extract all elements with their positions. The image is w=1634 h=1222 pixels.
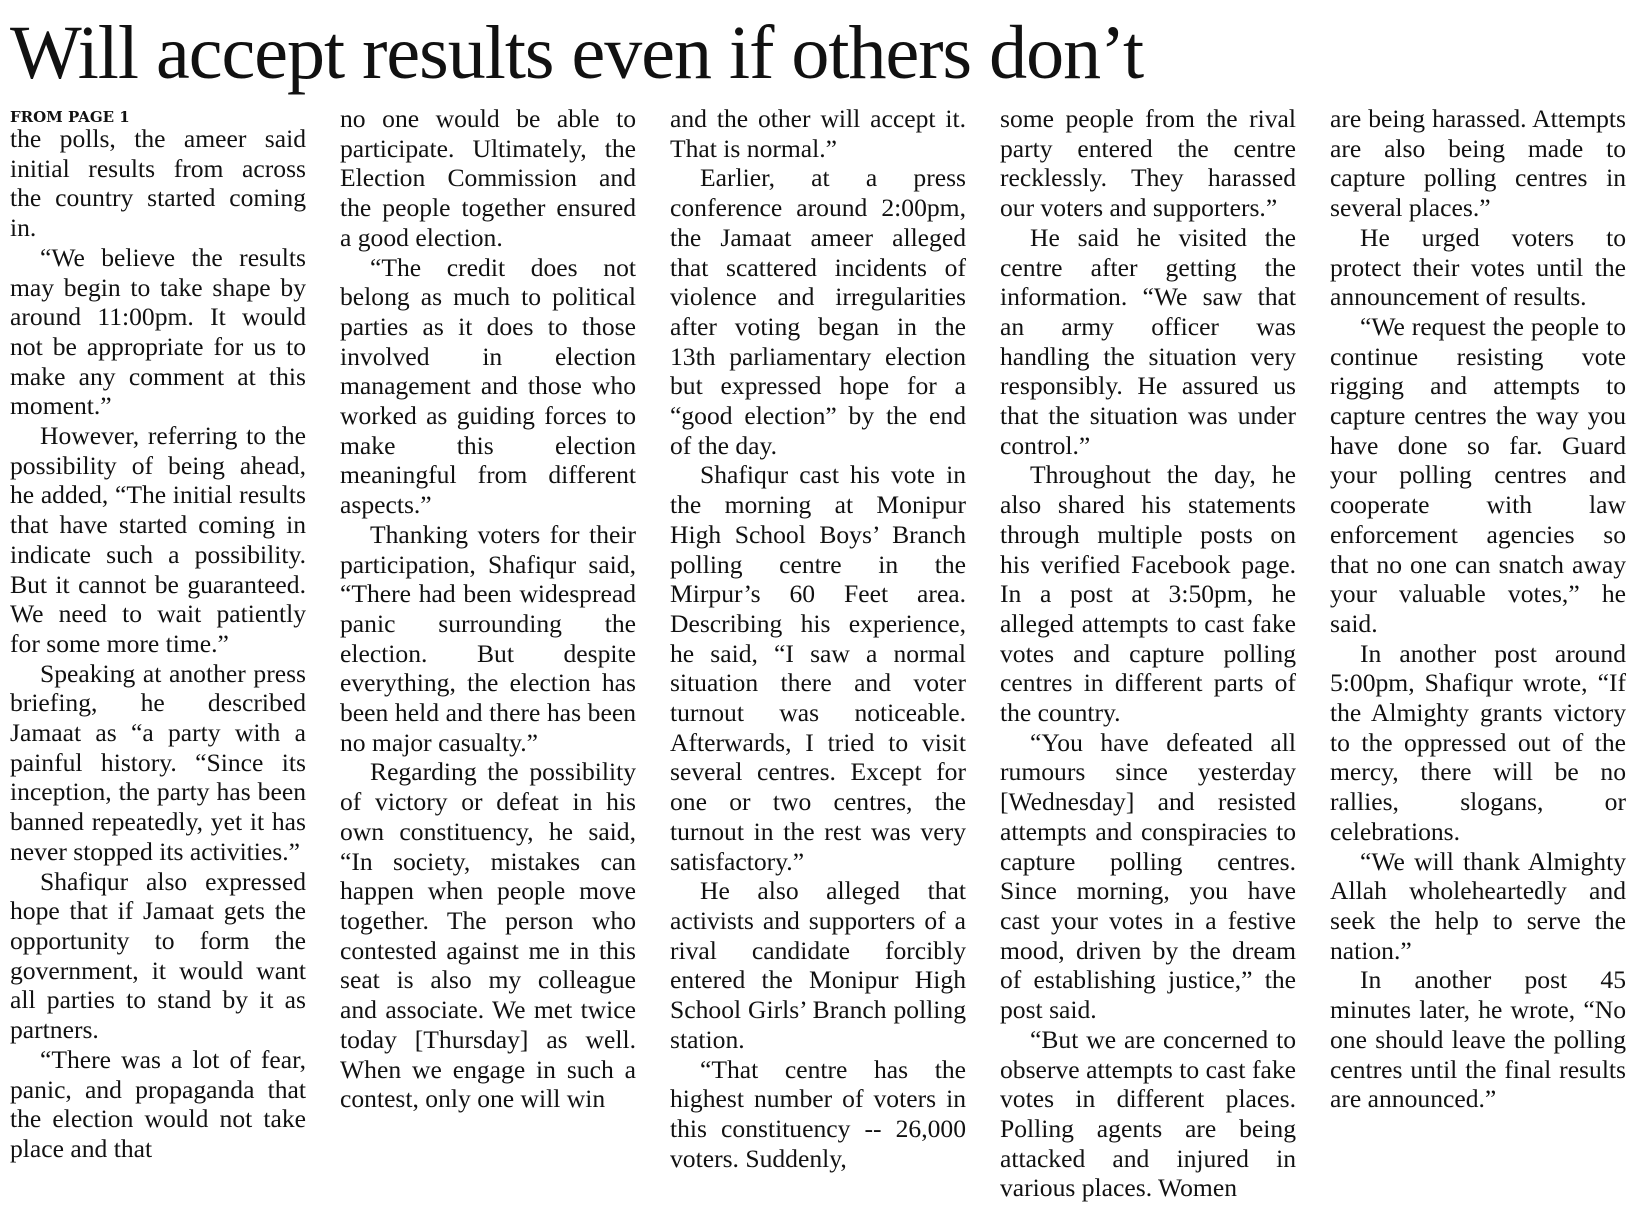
column-3 [670,104,966,1220]
column-5 [1330,104,1626,1220]
paragraph: Regarding the possibility of victory or defeat in his own constituency, he said, “In society, mistakes can happen when people move together. The person who contested against me in this seat is also my colleague and associate. We met twice today [Thursday] as well. When we engage in such a contest, only one will win [340,757,636,1114]
paragraph: are being harassed. Attempts are also being made to capture polling centres in several places.” [1330,104,1626,223]
paragraph: and the other will accept it. That is normal.” [670,104,966,163]
paragraph: Shafiqur cast his vote in the morning at Monipur High School Boys’ Branch polling centre in the Mirpur’s 60 Feet area. Describing his experience, he said, “I saw a normal situation there and voter turnout was noticeable. Afterwards, I tried to visit several centres. Except for one or two centres, the turnout in the rest was very satisfactory.” [670,460,966,876]
column-1 [10,104,306,1220]
paragraph: In another post 45 minutes later, he wrote, “No one should leave the polling centres until the final results are announced.” [1330,965,1626,1114]
paragraph: Shafiqur also expressed hope that if Jamaat gets the opportunity to form the government, it would want all parties to stand by it as partners. [10,866,306,1045]
paragraph: He also alleged that activists and supporters of a rival candidate forcibly entered the Monipur High School Girls’ Branch polling station. [670,876,966,1054]
paragraph: However, referring to the possibility of being ahead, he added, “The initial results that have started coming in indicate such a possibility. But it cannot be guaranteed. We need to wait patiently for some more time.” [10,421,306,658]
paragraph: He said he visited the centre after getting the information. “We saw that an army officer was handling the situation very responsibly. He assured us that the situation was under control.” [1000,222,1296,460]
paragraph: “That centre has the highest number of voters in this constituency -- 26,000 voters. Suddenly, [670,1054,966,1173]
paragraph: “You have defeated all rumours since yesterday [Wednesday] and resisted attempts and conspiracies to capture polling centres. Since morning, you have cast your votes in a festive mood, driven by the dream of establishing justice,” the post said. [1000,727,1296,1025]
paragraph: “We will thank Almighty Allah wholeheartedly and seek the help to serve the nation.” [1330,846,1626,965]
paragraph: the polls, the ameer said initial results from across the country started coming in. [10,124,306,243]
paragraph: Earlier, at a press conference around 2:00pm, the Jamaat ameer alleged that scattered incidents of violence and irregularities after voting began in the 13th parliamentary election but expressed hope for a “good election” by the end of the day. [670,163,966,460]
jump-kicker: FROM PAGE 1 [10,108,130,126]
headline: Will accept results even if others don’t [10,11,1144,95]
paragraph: Throughout the day, he also shared his statements through multiple posts on his verified Facebook page. In a post at 3:50pm, he alleged attempts to cast fake votes and capture polling centres in different parts of the country. [1000,460,1296,728]
column-4 [1000,104,1296,1220]
paragraph: Thanking voters for their participation, Shafiqur said, “There had been widespread panic surrounding the election. But despite everything, the election has been held and there has been no major casualty.” [340,519,636,757]
paragraph: He urged voters to protect their votes until the announcement of results. [1330,222,1626,312]
paragraph: some people from the rival party entered the centre recklessly. They harassed our voters and supporters.” [1000,104,1296,223]
paragraph: Speaking at another press briefing, he described Jamaat as “a party with a painful history. “Since its inception, the party has been banned repeatedly, yet it has never stopped its activities.” [10,658,306,866]
paragraph: “We request the people to continue resisting vote rigging and attempts to capture centres the way you have done so far. Guard your polling centres and cooperate with law enforcement agencies so that no one can snatch away your valuable votes,” he said. [1330,311,1626,638]
paragraph: “We believe the results may begin to take shape by around 11:00pm. It would not be appropriate for us to make any comment at this moment.” [10,242,306,421]
article-body [10,104,1626,1220]
paragraph: “There was a lot of fear, panic, and propaganda that the election would not take place and that [10,1044,306,1163]
paragraph: “But we are concerned to observe attempts to cast fake votes in different places. Polling agents are being attacked and injured in various places. Women [1000,1024,1296,1203]
column-2 [340,104,636,1220]
paragraph: no one would be able to participate. Ultimately, the Election Commission and the people together ensured a good election. [340,104,636,252]
paragraph: “The credit does not belong as much to political parties as it does to those involved in election management and those who worked as guiding forces to make this election meaningful from different aspects.” [340,252,636,520]
paragraph: In another post around 5:00pm, Shafiqur wrote, “If the Almighty grants victory to the oppressed out of the mercy, there will be no rallies, slogans, or celebrations. [1330,638,1626,846]
